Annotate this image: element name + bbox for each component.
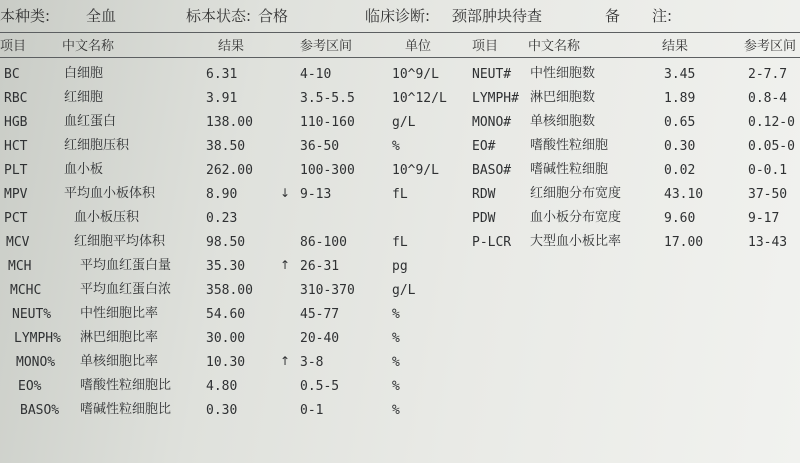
item-name: 单核细胞数 — [530, 114, 596, 129]
item-result: 0.30 — [206, 403, 238, 418]
item-result: 8.90 — [206, 187, 238, 202]
item-result: 9.60 — [664, 211, 696, 226]
item-unit: % — [392, 139, 400, 154]
item-code: BC — [4, 67, 20, 82]
item-range: 4-10 — [300, 67, 332, 82]
item-range: 0.05-0 — [748, 139, 795, 154]
item-code: MCH — [8, 259, 32, 274]
high-flag-icon: ↑ — [280, 354, 291, 368]
item-name: 平均血红蛋白量 — [80, 258, 172, 273]
item-name: 白细胞 — [64, 66, 104, 81]
item-result: 262.00 — [206, 163, 253, 178]
item-unit: pg — [392, 259, 408, 274]
item-name: 平均血小板体积 — [64, 186, 156, 201]
item-range: 3.5-5.5 — [300, 91, 355, 106]
item-range: 0.12-0 — [748, 115, 795, 130]
item-result: 0.30 — [664, 139, 696, 154]
item-unit: g/L — [392, 115, 416, 130]
item-range: 100-300 — [300, 163, 355, 178]
item-range: 9-13 — [300, 187, 332, 202]
remark-label-colon: 注: — [652, 7, 673, 25]
item-range: 310-370 — [300, 283, 355, 298]
item-result: 6.31 — [206, 67, 238, 82]
col-range-right: 参考区间 — [744, 39, 797, 54]
item-code: HCT — [4, 139, 28, 154]
diagnosis-value: 颈部肿块待查 — [452, 7, 543, 25]
item-name: 红细胞分布宽度 — [530, 186, 622, 201]
item-range: 0-0.1 — [748, 163, 788, 178]
item-result: 10.30 — [206, 355, 246, 370]
item-code: RDW — [472, 187, 496, 202]
diagnosis-label: 临床诊断: — [365, 7, 431, 25]
item-range: 0-1 — [300, 403, 324, 418]
item-result: 35.30 — [206, 259, 246, 274]
item-name: 单核细胞比率 — [80, 354, 159, 369]
column-header-divider — [0, 57, 800, 58]
sample-type-value: 全血 — [86, 7, 117, 25]
sample-status-label: 标本状态: — [186, 7, 252, 25]
item-unit: 10^12/L — [392, 91, 447, 106]
item-code: PDW — [472, 211, 496, 226]
item-unit: 10^9/L — [392, 67, 439, 82]
item-name: 嗜碱性粒细胞 — [530, 162, 609, 177]
item-range: 0.5-5 — [300, 379, 340, 394]
item-code: MPV — [4, 187, 28, 202]
item-range: 3-8 — [300, 355, 324, 370]
col-item-right: 项目 — [472, 39, 499, 54]
item-result: 17.00 — [664, 235, 704, 250]
item-code: MCV — [6, 235, 30, 250]
item-code: NEUT% — [12, 307, 52, 322]
item-name: 中性细胞数 — [530, 66, 596, 81]
item-name: 嗜碱性粒细胞比 — [80, 402, 172, 417]
item-range: 20-40 — [300, 331, 340, 346]
item-code: RBC — [4, 91, 28, 106]
item-name: 红细胞 — [64, 90, 104, 105]
sample-type-label: 本种类: — [0, 7, 51, 25]
item-name: 嗜酸性粒细胞 — [530, 138, 609, 153]
item-unit: g/L — [392, 283, 416, 298]
item-name: 血小板 — [64, 162, 104, 177]
item-result: 0.02 — [664, 163, 696, 178]
item-result: 38.50 — [206, 139, 246, 154]
item-code: HGB — [4, 115, 28, 130]
item-range: 9-17 — [748, 211, 780, 226]
item-unit: fL — [392, 235, 408, 250]
item-unit: % — [392, 355, 400, 370]
item-name: 中性细胞比率 — [80, 306, 159, 321]
item-range: 26-31 — [300, 259, 340, 274]
item-code: EO% — [18, 379, 42, 394]
item-name: 嗜酸性粒细胞比 — [80, 378, 172, 393]
item-range: 45-77 — [300, 307, 340, 322]
item-result: 358.00 — [206, 283, 253, 298]
item-unit: % — [392, 307, 400, 322]
item-result: 98.50 — [206, 235, 246, 250]
item-result: 4.80 — [206, 379, 238, 394]
item-name: 红细胞平均体积 — [74, 234, 166, 249]
item-code: LYMPH# — [472, 91, 519, 106]
item-name: 血红蛋白 — [64, 114, 117, 129]
col-unit: 单位 — [405, 39, 432, 54]
item-unit: fL — [392, 187, 408, 202]
item-result: 3.45 — [664, 67, 696, 82]
item-range: 86-100 — [300, 235, 347, 250]
item-code: PCT — [4, 211, 28, 226]
item-code: PLT — [4, 163, 28, 178]
item-code: NEUT# — [472, 67, 512, 82]
item-code: EO# — [472, 139, 496, 154]
item-range: 110-160 — [300, 115, 355, 130]
low-flag-icon: ↓ — [280, 186, 291, 200]
item-unit: % — [392, 331, 400, 346]
item-code: MONO# — [472, 115, 512, 130]
item-range: 37-50 — [748, 187, 788, 202]
item-result: 1.89 — [664, 91, 696, 106]
col-cn-name-left: 中文名称 — [62, 39, 115, 54]
item-range: 13-43 — [748, 235, 788, 250]
col-range-left: 参考区间 — [300, 39, 353, 54]
item-unit: % — [392, 403, 400, 418]
item-unit: 10^9/L — [392, 163, 439, 178]
item-result: 0.65 — [664, 115, 696, 130]
item-name: 血小板分布宽度 — [530, 210, 622, 225]
item-unit: % — [392, 379, 400, 394]
item-name: 平均血红蛋白浓 — [80, 282, 172, 297]
col-result-left: 结果 — [218, 39, 245, 54]
high-flag-icon: ↑ — [280, 258, 291, 272]
col-cn-name-right: 中文名称 — [528, 39, 581, 54]
item-result: 43.10 — [664, 187, 704, 202]
item-code: BASO% — [20, 403, 60, 418]
item-code: MONO% — [16, 355, 56, 370]
header-divider — [0, 32, 800, 33]
item-range: 2-7.7 — [748, 67, 788, 82]
remark-label: 备 — [605, 7, 621, 25]
col-item-left: 项目 — [0, 39, 27, 54]
item-result: 3.91 — [206, 91, 238, 106]
item-code: MCHC — [10, 283, 42, 298]
item-result: 138.00 — [206, 115, 253, 130]
item-name: 大型血小板比率 — [530, 234, 622, 249]
item-code: LYMPH% — [14, 331, 61, 346]
item-result: 0.23 — [206, 211, 238, 226]
item-name: 血小板压积 — [74, 210, 140, 225]
item-result: 30.00 — [206, 331, 246, 346]
item-name: 红细胞压积 — [64, 138, 130, 153]
item-name: 淋巴细胞比率 — [80, 330, 159, 345]
item-range: 36-50 — [300, 139, 340, 154]
item-code: BASO# — [472, 163, 512, 178]
item-name: 淋巴细胞数 — [530, 90, 596, 105]
sample-status-value: 合格 — [258, 7, 289, 25]
col-result-right: 结果 — [662, 39, 689, 54]
item-code: P-LCR — [472, 235, 512, 250]
item-range: 0.8-4 — [748, 91, 788, 106]
item-result: 54.60 — [206, 307, 246, 322]
